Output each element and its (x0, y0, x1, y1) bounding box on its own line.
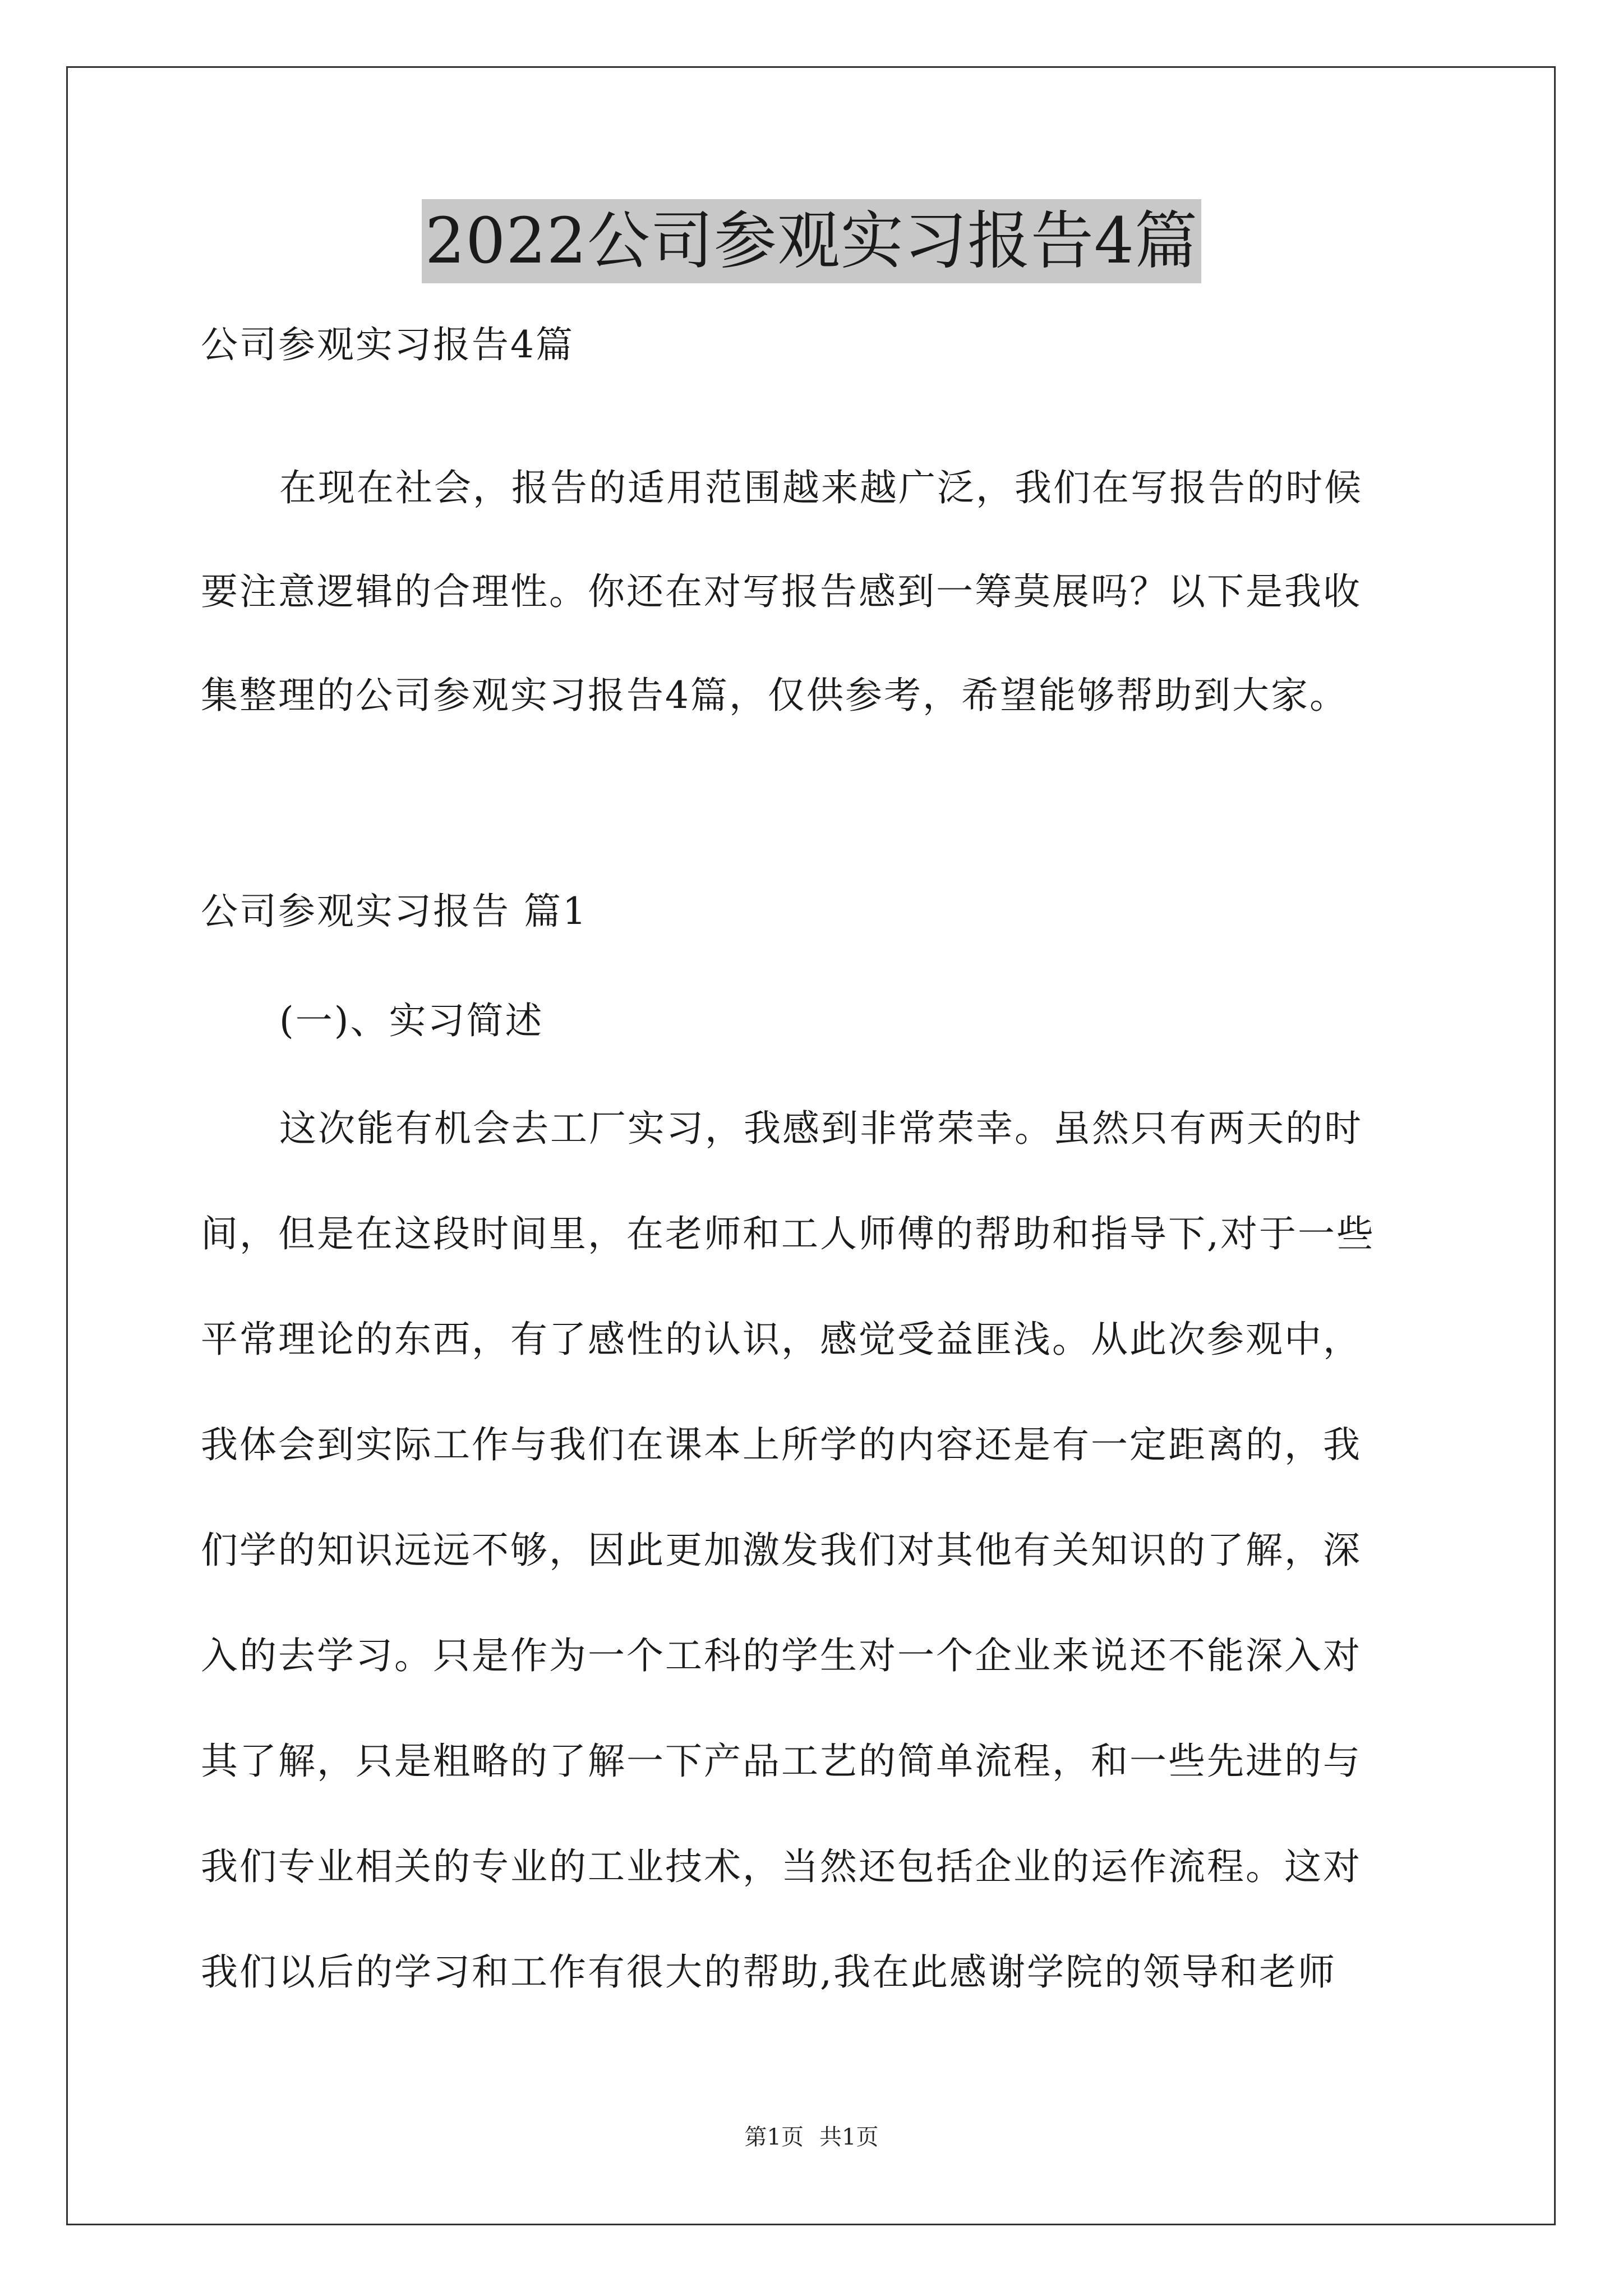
document-subtitle: 公司参观实习报告4篇 (201, 323, 574, 366)
subsection-heading: (一)、实习简述 (279, 999, 544, 1042)
paragraph-line: 间，但是在这段时间里，在老师和工人师傅的帮助和指导下,对于一些 (201, 1212, 1375, 1255)
paragraph-line: 我体会到实际工作与我们在课本上所学的内容还是有一定距离的，我 (201, 1423, 1362, 1466)
paragraph-line: 这次能有机会去工厂实习，我感到非常荣幸。虽然只有两天的时 (279, 1107, 1363, 1150)
title-container (0, 199, 1623, 283)
paragraph-line: 其了解，只是粗略的了解一下产品工艺的简单流程，和一些先进的与 (201, 1740, 1362, 1783)
page-footer (0, 2120, 1623, 2154)
page-total: 共1页 (819, 2124, 879, 2150)
section-heading: 公司参观实习报告 篇1 (201, 890, 588, 933)
paragraph-line: 我们以后的学习和工作有很大的帮助,我在此感谢学院的领导和老师 (201, 1950, 1336, 1994)
paragraph-line: 我们专业相关的专业的工业技术，当然还包括企业的运作流程。这对 (201, 1845, 1362, 1888)
paragraph-line: 要注意逻辑的合理性。你还在对写报告感到一筹莫展吗？以下是我收 (201, 570, 1362, 613)
document-title: 2022公司参观实习报告4篇 (422, 199, 1201, 283)
paragraph-line: 平常理论的东西，有了感性的认识，感觉受益匪浅。从此次参观中， (201, 1318, 1362, 1361)
paragraph-line: 入的去学习。只是作为一个工科的学生对一个企业来说还不能深入对 (201, 1634, 1362, 1677)
paragraph-line: 们学的知识远远不够，因此更加激发我们对其他有关知识的了解，深 (201, 1529, 1362, 1572)
paragraph-line: 在现在社会，报告的适用范围越来越广泛，我们在写报告的时候 (279, 466, 1363, 509)
paragraph-line: 集整理的公司参观实习报告4篇，仅供参考，希望能够帮助到大家。 (201, 674, 1348, 717)
page-number: 第1页 (744, 2124, 804, 2150)
